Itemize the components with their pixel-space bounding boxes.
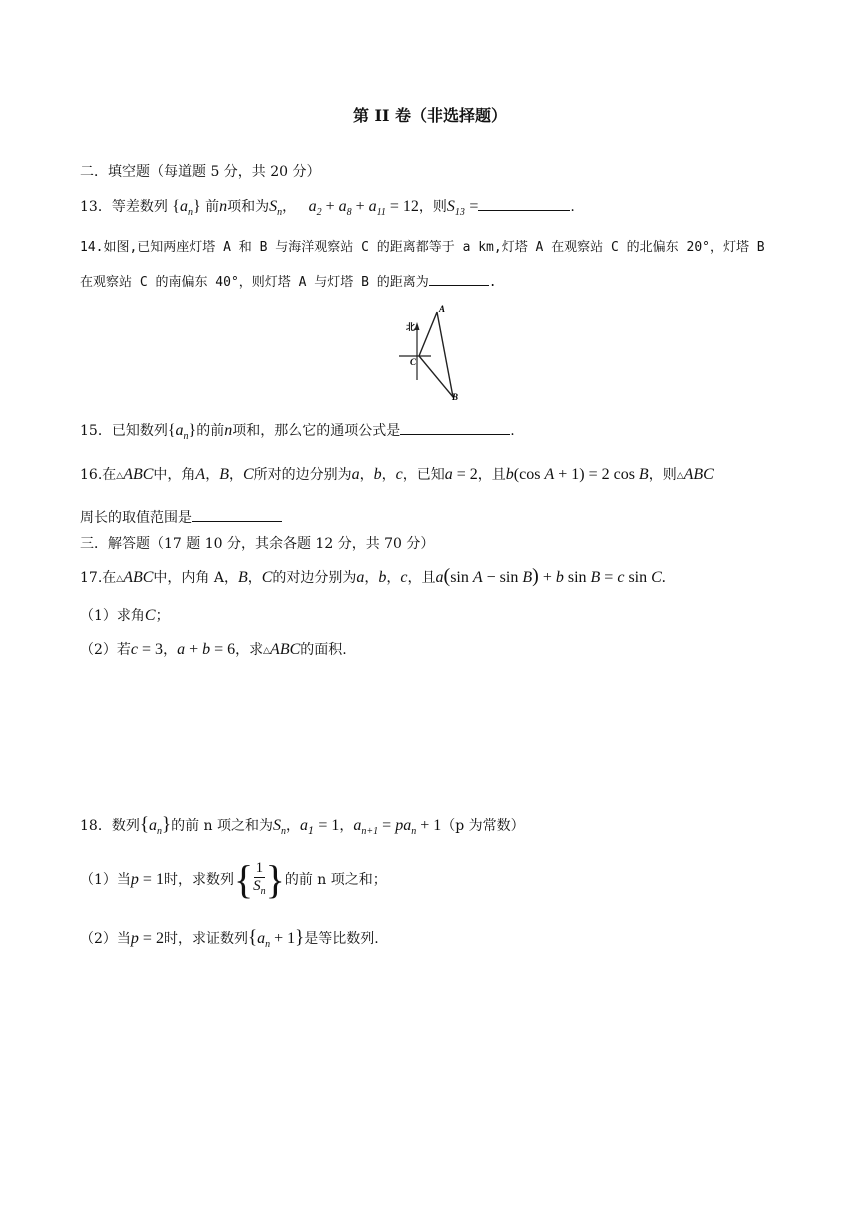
q16-text: 周长的取值范围是 xyxy=(80,510,192,526)
q18-text: 时，求数列 xyxy=(163,872,234,888)
question-18: 18．数列$\{a_n\}$的前 n 项之和为$S_n$，$a_1 = 1$，$a_{n+1} = pa_n + 1(p$ 为常数） xyxy=(80,814,525,838)
question-17-part-2: （2）若c = 3，a + b = 6，求△ABC的面积. xyxy=(80,641,347,658)
q17-text: （2）若 xyxy=(80,642,131,658)
q16-text: 所对的边分别为 xyxy=(253,467,352,483)
lighthouse-diagram xyxy=(396,300,470,404)
question-17: 17.在△ABC中，内角 A，B，C的对边分别为a，b，c，且a(sin A − sin B) + b sin B = c sin C. xyxy=(80,565,666,587)
q15-text: 的前 xyxy=(196,423,225,439)
q17-text: 的面积. xyxy=(300,642,347,658)
diagram-label-a: A xyxy=(439,304,446,314)
q13-answer-blank[interactable] xyxy=(478,196,570,211)
q14-answer-blank[interactable] xyxy=(429,271,489,286)
q16-answer-blank[interactable] xyxy=(192,507,282,522)
q16-text: 中，角 xyxy=(153,467,196,483)
q13-prefix: 13．等差数列 xyxy=(80,199,168,215)
q14-text: . xyxy=(488,275,497,290)
q13-text: . xyxy=(570,199,575,215)
q17-text: ，求 xyxy=(235,642,264,658)
q15-text: 项和，那么它的通项公式是 xyxy=(232,423,401,439)
q18-text: 的前 n 项之和为 xyxy=(171,818,273,834)
q18-text: （1）当 xyxy=(80,872,131,888)
q17-text: ； xyxy=(155,608,170,624)
question-14-line-2 xyxy=(80,271,497,293)
q17-text: （1）求角 xyxy=(80,608,145,624)
q15-answer-blank[interactable] xyxy=(400,420,510,435)
q17-text: 的对边分别为 xyxy=(272,570,357,586)
q18-text: 18．数列 xyxy=(80,818,140,834)
question-13: 13．等差数列 $\{a_n\}$ 前n项和为$S_n$， $a_2 + a_8 + a_{11} = 12$，则$S_{13}$ = . xyxy=(80,198,575,219)
section-answer-heading: 三．解答题（17 题 10 分，其余各题 12 分，共 70 分） xyxy=(80,536,435,552)
q13-text: 项和为 xyxy=(227,199,270,215)
question-18-part-1: （1）当p = 1时，求数列{ $\frac{1}{S_n}$ }的前 n 项之和； xyxy=(80,857,387,902)
q18-text: 的前 n 项之和； xyxy=(284,872,387,888)
question-17-part-1: （1）求角C； xyxy=(80,607,170,624)
question-16-line-1: 16.在△ABC中，角A，B，C所对的边分别为a，b，c，已知a = 2，且b(cos A + 1) = 2 cos B，则△ABC xyxy=(80,466,714,483)
q17-text: 中，内角 A， xyxy=(153,570,238,586)
q18-fraction: $\frac{1}{S_n}$ xyxy=(253,860,266,897)
q18-text: 时，求证数列 xyxy=(163,931,248,947)
q16-text: ，则 xyxy=(648,467,677,483)
question-16-line-2 xyxy=(80,507,282,528)
q13-sequence: $\{a_n\}$ xyxy=(172,198,201,219)
section-fill-in-heading: 二．填空题（每道题 5 分，共 20 分） xyxy=(80,164,321,180)
q17-text: ，且 xyxy=(407,570,436,586)
question-18-part-2: （2）当p = 2时，求证数列$\{a_n + 1\}$是等比数列. xyxy=(80,927,379,951)
q13-text: ，则 xyxy=(418,199,447,215)
q13-text: 前 xyxy=(205,199,220,215)
q18-text: （p 为常数） xyxy=(441,818,525,834)
q14-text: 在观察站 C 的南偏东 40°，则灯塔 A 与灯塔 B 的距离为 xyxy=(80,275,429,290)
q16-text: 16.在 xyxy=(80,467,117,483)
q17-text: 17.在 xyxy=(80,570,117,586)
diagram-label-b: B xyxy=(452,392,459,402)
q15-prefix: 15．已知数列 xyxy=(80,423,168,439)
diagram-label-c: C xyxy=(410,357,417,367)
page-title: 第 II 卷（非选择题） xyxy=(352,106,508,125)
q16-text: ，已知 xyxy=(402,467,445,483)
question-14-line-1: 14.如图,已知两座灯塔 A 和 B 与海洋观察站 C 的距离都等于 a km,灯塔 A 在观察站 C 的北偏东 20°，灯塔 B xyxy=(80,240,765,255)
q18-text: （2）当 xyxy=(80,931,131,947)
diagram-north-label: 北 xyxy=(406,322,416,332)
q18-text: 是等比数列. xyxy=(304,931,379,947)
q15-text: . xyxy=(510,423,515,439)
q13-equation: $a_2 + a_8 + a_{11} = 12$ xyxy=(308,198,419,219)
question-15: 15．已知数列$\{a_n\}$的前n项和，那么它的通项公式是 . xyxy=(80,422,515,443)
q16-text: ，且 xyxy=(477,467,506,483)
